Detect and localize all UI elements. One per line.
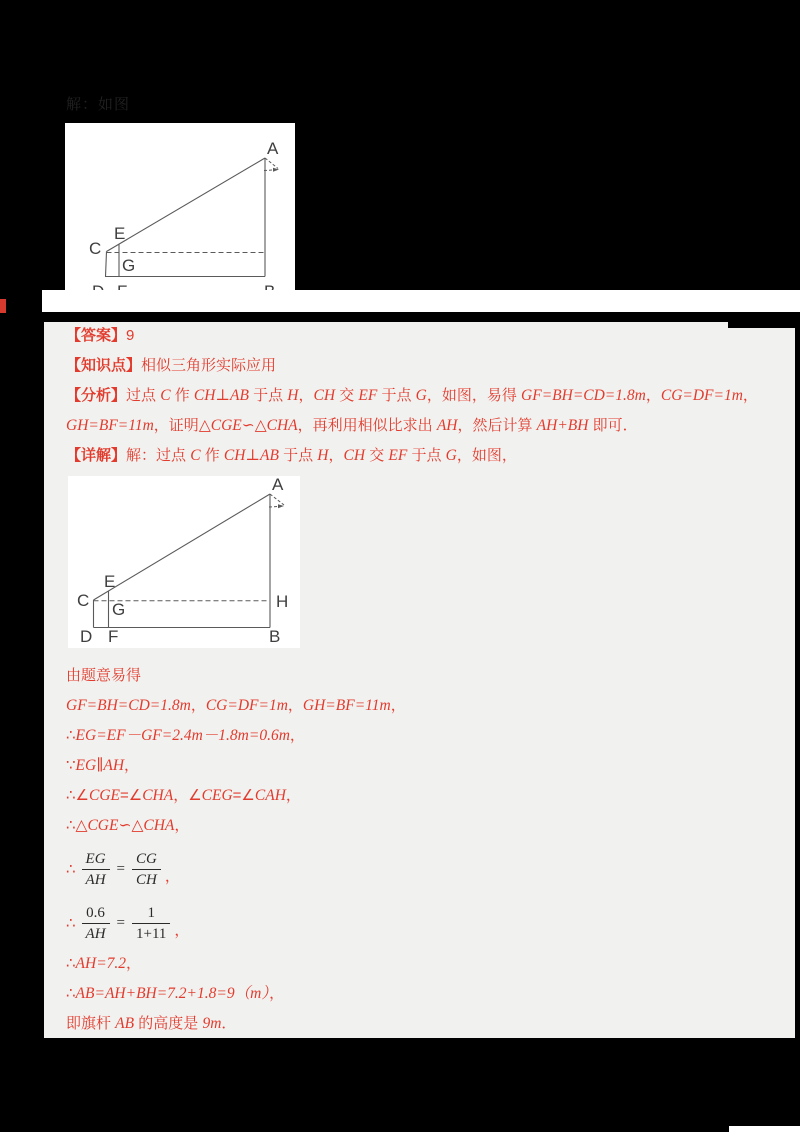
text-run: 交 [335, 387, 359, 404]
point-label-g: G [112, 600, 126, 619]
text-run: ，如图，易得 [426, 387, 522, 404]
text-run: 即可． [588, 417, 638, 434]
fraction-denominator: 1+11 [136, 925, 167, 942]
text-run: ， [289, 727, 305, 744]
bracket-heading: 【知识点】 [66, 357, 142, 374]
figure-2-diagram [68, 476, 300, 648]
solution-line [66, 726, 795, 745]
text-run: ，再利用相似比求出 [297, 417, 437, 434]
figure-1-diagram [65, 123, 295, 310]
text-run: ， [298, 387, 314, 404]
text-run: ， [645, 387, 661, 404]
black-notch [728, 322, 800, 328]
red-edge-mark [0, 299, 6, 313]
solution-line [66, 954, 795, 973]
text-run: ， [742, 387, 758, 404]
text-run: ， [190, 697, 206, 714]
math-run: CG=DF=1m [660, 387, 743, 404]
text-run: ∴ [66, 727, 76, 744]
math-run: CH [343, 447, 366, 464]
text-run: 相似三角形实际应用 [141, 357, 277, 374]
solution-line [66, 984, 795, 1003]
solution-line [66, 816, 795, 835]
math-run: GF=BH=CD=1.8m [521, 387, 646, 404]
text-run: 于点 [407, 447, 446, 464]
text-run: ∵ [66, 757, 76, 774]
white-sliver [729, 1126, 800, 1132]
punctuation: ， [174, 922, 190, 939]
equals-sign: = [116, 860, 126, 877]
solution-line [66, 900, 795, 946]
math-run: H [317, 447, 329, 464]
fraction [132, 850, 161, 889]
text-run: ∴∠ [66, 787, 89, 804]
fraction [82, 904, 110, 943]
math-run: △CGE∽△CHA [75, 817, 175, 834]
text-run: ， [285, 787, 301, 804]
math-run: CHA [142, 787, 174, 804]
math-run: AH [436, 417, 458, 434]
solution-line [66, 846, 795, 892]
math-run: C [160, 387, 171, 404]
math-run: 9m [202, 1015, 222, 1032]
math-run: H [287, 387, 299, 404]
math-run: EG∥AH [75, 757, 125, 774]
text-run: ，∠ [173, 787, 202, 804]
text-run: 于点 [248, 387, 288, 404]
text-run: ． [221, 1015, 237, 1032]
math-run: C [190, 447, 201, 464]
fraction-numerator: CG [132, 850, 161, 870]
math-run: G [415, 387, 427, 404]
point-label-e: E [104, 572, 116, 591]
math-run: △CGE∽△CHA [198, 417, 298, 434]
fraction [132, 904, 170, 943]
solution-line [66, 326, 795, 345]
solution-line [66, 446, 795, 465]
math-run: G [445, 447, 457, 464]
text-run: 9 [126, 327, 135, 344]
point-label-g: G [122, 256, 136, 275]
bracket-heading: 【详解】 [66, 447, 127, 464]
figure-1 [65, 123, 295, 310]
text-run: 过点 [126, 387, 161, 404]
text-run: =∠ [232, 787, 255, 804]
math-run: CGE [89, 787, 120, 804]
point-label-c: C [77, 591, 90, 610]
math-run: GF=BH=CD=1.8m [66, 697, 191, 714]
text-run: 作 [170, 387, 194, 404]
math-run: GH=BF=11m [66, 417, 154, 434]
point-label-a: A [272, 476, 284, 494]
fraction-denominator: CH [136, 871, 157, 888]
solution-lines-before [66, 326, 795, 465]
text-run: ∴ [66, 985, 76, 1002]
math-run: EF [388, 447, 408, 464]
text-run: 即旗杆 [66, 1015, 116, 1032]
text-run: ， [328, 447, 344, 464]
math-run: AB [115, 1015, 135, 1032]
math-run: AH=7.2 [75, 955, 127, 972]
text-run: ，然后计算 [457, 417, 537, 434]
text-run: ， [269, 985, 285, 1002]
solution-line [66, 386, 795, 405]
flag-arrow-icon [273, 168, 279, 172]
bracket-heading: 【答案】 [66, 327, 127, 344]
math-run: CH [313, 387, 336, 404]
solution-line [66, 786, 795, 805]
math-run: CH⊥AB [193, 387, 249, 404]
solution-line [66, 756, 795, 775]
therefore-symbol: ∴ [66, 860, 76, 878]
text-run: ， [126, 955, 142, 972]
point-label-d: D [80, 627, 93, 646]
text-run: 作 [200, 447, 224, 464]
equals-sign: = [116, 914, 126, 931]
math-run: CG=DF=1m [205, 697, 288, 714]
text-run: ∴ [66, 817, 76, 834]
text-run: 解：过点 [126, 447, 191, 464]
therefore-symbol: ∴ [66, 914, 76, 932]
fraction-denominator: AH [85, 871, 106, 888]
solution-lines-after [66, 666, 795, 1033]
point-label-f: F [108, 627, 119, 646]
text-run: 的高度是 [134, 1015, 203, 1032]
point-label-h: H [276, 592, 289, 611]
fraction-numerator: EG [82, 850, 110, 870]
text-run: ， [287, 697, 303, 714]
point-label-e: E [114, 224, 126, 243]
text-run: ，如图， [456, 447, 517, 464]
solution-line [66, 416, 795, 435]
figure-2 [68, 476, 300, 648]
white-strip [42, 290, 800, 312]
solution-line [66, 696, 795, 715]
fraction-numerator: 1 [132, 904, 170, 924]
text-run: ， [390, 697, 406, 714]
point-label-a: A [267, 139, 279, 158]
fraction [82, 850, 110, 889]
solution-line [66, 356, 795, 375]
fraction-denominator: AH [85, 925, 106, 942]
fraction-numerator: 0.6 [82, 904, 110, 924]
punctuation: ， [164, 868, 180, 885]
math-run: CAH [254, 787, 286, 804]
point-label-c: C [89, 239, 102, 258]
solution-line [66, 666, 795, 685]
text-run: 交 [365, 447, 389, 464]
math-run: CEG [201, 787, 233, 804]
point-label-b: B [269, 627, 281, 646]
text-run: 于点 [278, 447, 318, 464]
text-run: =∠ [120, 787, 143, 804]
text-run: ， [174, 817, 190, 834]
text-run: ，证明 [153, 417, 199, 434]
math-run: EG=EF－GF=2.4m－1.8m=0.6m [75, 727, 290, 744]
solution-line [66, 1014, 795, 1033]
text-run: 于点 [377, 387, 416, 404]
math-run: AB=AH+BH=7.2+1.8=9（m） [75, 985, 270, 1002]
text-run: 由题意易得 [66, 667, 142, 684]
solution-panel [44, 322, 795, 1038]
bracket-heading: 【分析】 [66, 387, 127, 404]
text-run: ∴ [66, 955, 76, 972]
math-run: AH+BH [536, 417, 589, 434]
math-run: EF [358, 387, 378, 404]
math-run: CH⊥AB [223, 447, 279, 464]
text-run: ， [124, 757, 140, 774]
faint-top-text: 解：如图 [66, 96, 131, 113]
math-run: GH=BF=11m [302, 697, 391, 714]
